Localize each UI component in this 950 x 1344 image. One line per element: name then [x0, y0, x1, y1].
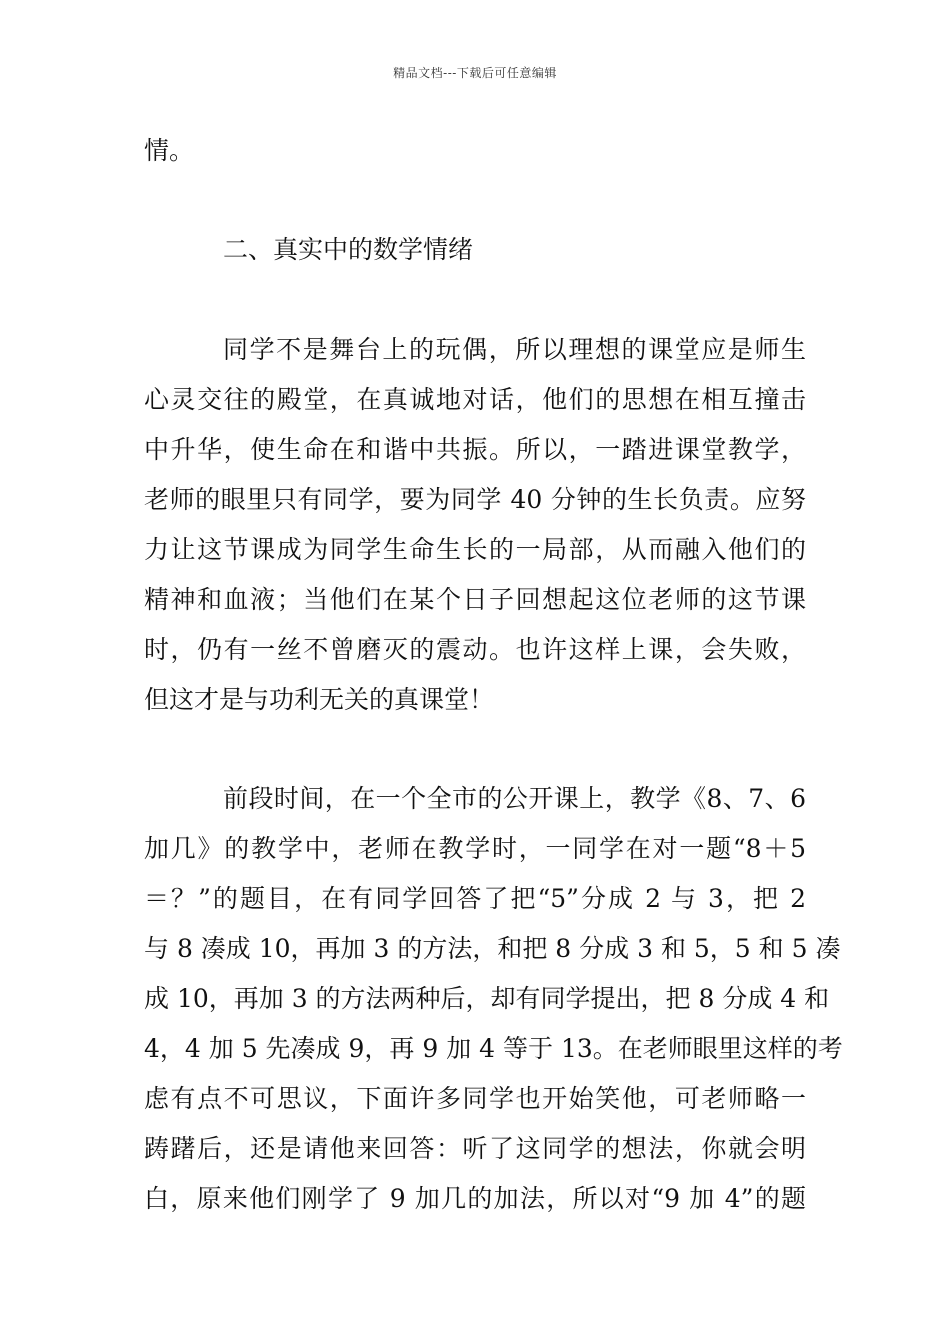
text-line: 精神和血液；当他们在某个日子回想起这位老师的这节课	[144, 585, 806, 614]
text-line: 前段时间，在一个全市的公开课上，教学《8、7、6	[223, 784, 806, 813]
text-line: 与 8 凑成 10，再加 3 的方法，和把 8 分成 3 和 5，5 和 5 凑	[144, 934, 841, 963]
text-line: 虑有点不可思议，下面许多同学也开始笑他，可老师略一	[144, 1084, 806, 1113]
text-line: 时，仍有一丝不曾磨灭的震动。也许这样上课，会失败，	[144, 635, 806, 664]
text-line: 白，原来他们刚学了 9 加几的加法，所以对“9 加 4”的题	[144, 1184, 806, 1213]
text-line: 心灵交往的殿堂，在真诚地对话，他们的思想在相互撞击	[144, 385, 806, 414]
text-line: 踌躇后，还是请他来回答：听了这同学的想法，你就会明	[144, 1134, 806, 1163]
text-line: ＝？”的题目，在有同学回答了把“5”分成 2 与 3，把 2	[144, 884, 806, 913]
text-line: 加几》的教学中，老师在教学时，一同学在对一题“8＋5	[144, 834, 806, 863]
text-line: 但这才是与功利无关的真课堂！	[144, 685, 495, 714]
text-line: 老师的眼里只有同学，要为同学 40 分钟的生长负责。应努	[144, 485, 806, 514]
text-line: 同学不是舞台上的玩偶，所以理想的课堂应是师生	[223, 335, 806, 364]
text-line: 成 10，再加 3 的方法两种后，却有同学提出，把 8 分成 4 和	[144, 984, 830, 1013]
text-line: 情。	[144, 136, 195, 165]
section-heading: 二、真实中的数学情绪	[223, 235, 474, 264]
text-line: 力让这节课成为同学生命生长的一局部，从而融入他们的	[144, 535, 806, 564]
page-header: 精品文档---下载后可任意编辑	[393, 66, 557, 80]
text-line: 中升华，使生命在和谐中共振。所以，一踏进课堂教学，	[144, 435, 806, 464]
text-line: 4，4 加 5 先凑成 9，再 9 加 4 等于 13。在老师眼里这样的考	[144, 1034, 843, 1063]
